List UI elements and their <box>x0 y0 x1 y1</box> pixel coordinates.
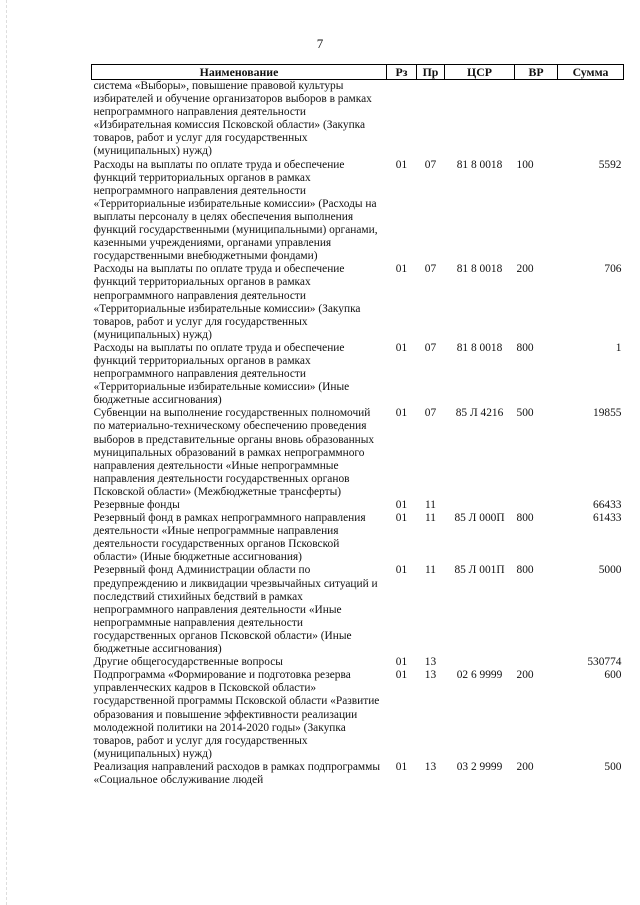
row-vr: 500 <box>516 407 534 420</box>
row-pr: 13 <box>424 656 437 669</box>
row-csr: 81 8 0018 <box>456 263 503 276</box>
row-sum: 706 <box>604 263 622 276</box>
header-sum: Сумма <box>558 65 624 80</box>
table-header <box>92 65 624 80</box>
row-vr: 200 <box>516 263 534 276</box>
table-row <box>92 342 624 407</box>
table-row <box>92 407 624 499</box>
header-rz: Рз <box>387 65 417 80</box>
table-row <box>92 656 624 669</box>
row-name: система «Выборы», повышение правовой культуры избирателей и обучение организаторов выборов в рамках непрограммного направления деятельности «Избирательная комиссия Псковской области» (Закупка товаров, работ и услуг для государственных (муниципальных) нужд) <box>93 80 372 158</box>
row-csr <box>445 80 515 159</box>
row-sum: 19855 <box>593 407 622 420</box>
row-name: Реализация направлений расходов в рамках подпрограммы «Социальное обслуживание людей <box>93 760 380 786</box>
row-vr <box>515 80 558 159</box>
row-name: Подпрограмма «Формирование и подготовка резерва управленческих кадров в Псковской области» государственной программы Псковской области «Развитие образования и повышение эффективности реализации молодежной политики на 2014-2020 годы» (Закупка товаров, работ и услуг для государственных (муниципальных) нужд) <box>93 669 380 760</box>
row-vr: 200 <box>516 760 534 773</box>
row-name: Резервный фонд в рамках непрограммного направления деятельности «Иные непрограммные направления деятельности государственных органов Псковской области» (Иные бюджетные ассигнования) <box>93 512 366 564</box>
row-pr: 11 <box>425 512 436 525</box>
row-rz: 01 <box>395 158 408 171</box>
row-csr: 02 6 9999 <box>456 669 503 682</box>
header-csr: ЦСР <box>445 65 515 80</box>
row-vr: 800 <box>516 341 534 354</box>
row-sum: 600 <box>604 669 622 682</box>
row-csr: 81 8 0018 <box>456 341 503 354</box>
header-name: Наименование <box>92 65 387 80</box>
row-sum: 66433 <box>593 499 622 511</box>
row-vr: 200 <box>516 669 534 682</box>
row-rz: 01 <box>395 656 408 669</box>
row-rz: 01 <box>395 512 408 525</box>
row-rz: 01 <box>395 263 408 276</box>
row-name: Резервные фонды <box>93 499 180 511</box>
row-pr: 07 <box>424 341 437 354</box>
row-name: Субвенции на выполнение государственных полномочий по материально-техническому обеспечению проведения выборов в представительные органы вновь образованных муниципальных образований в рамках непрограммного направления деятельности «Иные непрограммные направления деятельности государственных органов Псковской области» (Межбюджетные трансферты) <box>93 407 375 498</box>
row-pr: 13 <box>424 669 437 682</box>
row-vr <box>515 499 558 512</box>
row-vr <box>515 656 558 669</box>
header-vr: ВР <box>515 65 558 80</box>
row-csr: 03 2 9999 <box>456 760 503 773</box>
table-row <box>92 80 624 159</box>
row-vr: 800 <box>516 512 534 525</box>
row-pr: 07 <box>424 263 437 276</box>
row-rz: 01 <box>395 499 408 511</box>
row-name: Другие общегосударственные вопросы <box>93 656 283 669</box>
row-name: Резервный фонд Администрации области по предупреждению и ликвидации чрезвычайных ситуаций и последствий стихийных бедствий в рамках непрограммного направления деятельности «Иные непрограммные направления деятельности государственных органов Псковской области» (Иные бюджетные ассигнования) <box>93 564 378 656</box>
table-row <box>92 564 624 656</box>
page-number: 7 <box>316 36 324 51</box>
row-rz: 01 <box>395 407 408 420</box>
row-sum: 1 <box>615 341 622 354</box>
table-row <box>92 761 624 787</box>
row-rz: 01 <box>395 760 408 773</box>
scan-edge <box>0 0 7 905</box>
row-sum: 530774 <box>587 656 622 669</box>
table-body <box>92 80 624 788</box>
row-rz: 01 <box>395 341 408 354</box>
row-csr <box>445 656 515 669</box>
row-pr: 11 <box>425 564 436 577</box>
row-name: Расходы на выплаты по оплате труда и обеспечение функций территориальных органов в рамках непрограммного направления деятельности «Территориальные избирательные комиссии» (Закупка товаров, работ и услуг для государственных (муниципальных) нужд) <box>93 263 361 341</box>
row-pr: 11 <box>425 499 436 511</box>
row-pr: 07 <box>424 158 437 171</box>
row-rz <box>387 80 417 159</box>
row-sum: 5000 <box>598 564 622 577</box>
row-name: Расходы на выплаты по оплате труда и обеспечение функций территориальных органов в рамках непрограммного направления деятельности «Территориальные избирательные комиссии» (Иные бюджетные ассигнования) <box>93 341 350 407</box>
row-sum <box>558 80 624 159</box>
row-csr <box>445 499 515 512</box>
budget-table <box>91 64 624 787</box>
row-pr: 13 <box>424 760 437 773</box>
row-sum: 500 <box>604 760 622 773</box>
row-vr: 100 <box>516 158 534 171</box>
row-sum: 61433 <box>593 512 622 525</box>
header-pr: Пр <box>417 65 445 80</box>
row-name: Расходы на выплаты по оплате труда и обеспечение функций территориальных органов в рамках непрограммного направления деятельности «Территориальные избирательные комиссии» (Расходы на выплаты персоналу в целях обеспечения выполнения функций государственными (муниципальными) органами, казенными учреждениями, органами управления государственными внебюджетными фондами) <box>93 158 378 263</box>
row-pr: 07 <box>424 407 437 420</box>
row-csr: 85 Л 4216 <box>455 407 504 420</box>
row-rz: 01 <box>395 669 408 682</box>
row-csr: 85 Л 001П <box>454 564 505 577</box>
row-csr: 81 8 0018 <box>456 158 503 171</box>
row-pr <box>417 80 445 159</box>
table-row <box>92 499 624 512</box>
table-row <box>92 669 624 761</box>
table-row <box>92 512 624 564</box>
table-row <box>92 263 624 342</box>
row-vr: 800 <box>516 564 534 577</box>
table-row <box>92 159 624 264</box>
row-sum: 5592 <box>598 158 622 171</box>
row-rz: 01 <box>395 564 408 577</box>
row-csr: 85 Л 000П <box>454 512 505 525</box>
